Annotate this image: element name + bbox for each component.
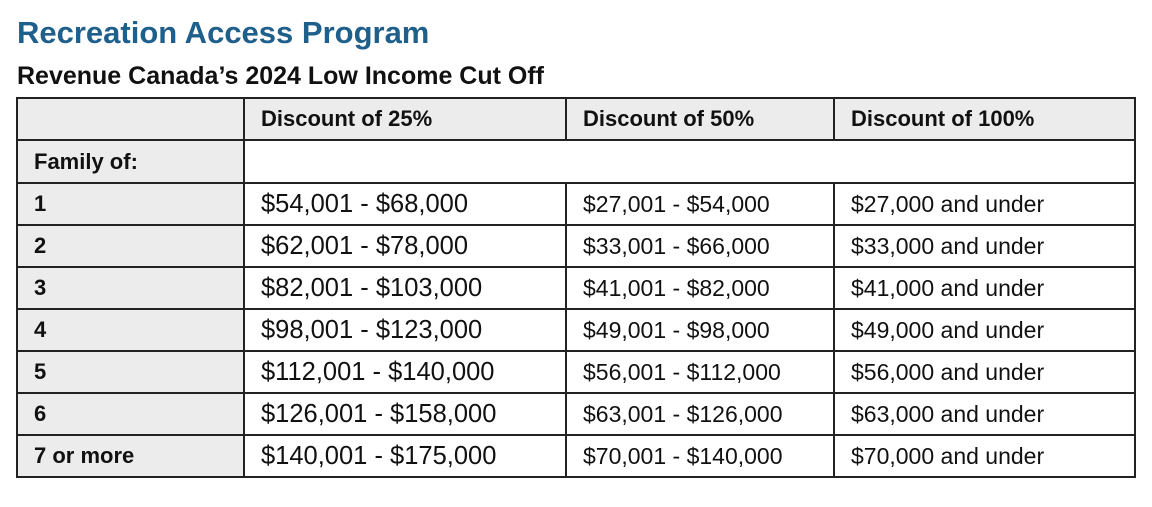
discount-100-cell: $33,000 and under xyxy=(834,225,1135,267)
header-cell-corner xyxy=(17,98,244,140)
family-size-cell: 2 xyxy=(17,225,244,267)
family-label-row xyxy=(17,140,1135,183)
discount-50-cell: $33,001 - $66,000 xyxy=(566,225,834,267)
family-label-spacer xyxy=(244,140,1135,183)
page-title: Recreation Access Program xyxy=(17,15,430,50)
discount-100-cell: $49,000 and under xyxy=(834,309,1135,351)
discount-50-cell: $49,001 - $98,000 xyxy=(566,309,834,351)
page-subtitle: Revenue Canada’s 2024 Low Income Cut Off xyxy=(17,62,544,90)
table-row xyxy=(17,351,1135,393)
table-row xyxy=(17,309,1135,351)
table-header-row xyxy=(17,98,1135,140)
header-discount-50: Discount of 50% xyxy=(566,98,834,140)
table-row xyxy=(17,393,1135,435)
discount-50-cell: $41,001 - $82,000 xyxy=(566,267,834,309)
table-row xyxy=(17,267,1135,309)
family-size-cell: 1 xyxy=(17,183,244,225)
table-row xyxy=(17,435,1135,477)
family-of-label: Family of: xyxy=(17,140,244,183)
discount-25-cell: $112,001 - $140,000 xyxy=(244,351,566,393)
discount-25-cell: $140,001 - $175,000 xyxy=(244,435,566,477)
discount-25-cell: $62,001 - $78,000 xyxy=(244,225,566,267)
discount-50-cell: $63,001 - $126,000 xyxy=(566,393,834,435)
table-row xyxy=(17,183,1135,225)
table-row xyxy=(17,225,1135,267)
discount-50-cell: $56,001 - $112,000 xyxy=(566,351,834,393)
header-discount-100: Discount of 100% xyxy=(834,98,1135,140)
discount-25-cell: $54,001 - $68,000 xyxy=(244,183,566,225)
discount-100-cell: $56,000 and under xyxy=(834,351,1135,393)
discount-100-cell: $70,000 and under xyxy=(834,435,1135,477)
family-size-cell: 3 xyxy=(17,267,244,309)
discount-100-cell: $27,000 and under xyxy=(834,183,1135,225)
discount-25-cell: $98,001 - $123,000 xyxy=(244,309,566,351)
family-size-cell: 7 or more xyxy=(17,435,244,477)
family-size-cell: 6 xyxy=(17,393,244,435)
discount-100-cell: $63,000 and under xyxy=(834,393,1135,435)
family-size-cell: 5 xyxy=(17,351,244,393)
discount-100-cell: $41,000 and under xyxy=(834,267,1135,309)
discount-50-cell: $27,001 - $54,000 xyxy=(566,183,834,225)
discount-25-cell: $126,001 - $158,000 xyxy=(244,393,566,435)
income-cutoff-table xyxy=(16,97,1136,478)
discount-25-cell: $82,001 - $103,000 xyxy=(244,267,566,309)
discount-50-cell: $70,001 - $140,000 xyxy=(566,435,834,477)
header-discount-25: Discount of 25% xyxy=(244,98,566,140)
family-size-cell: 4 xyxy=(17,309,244,351)
